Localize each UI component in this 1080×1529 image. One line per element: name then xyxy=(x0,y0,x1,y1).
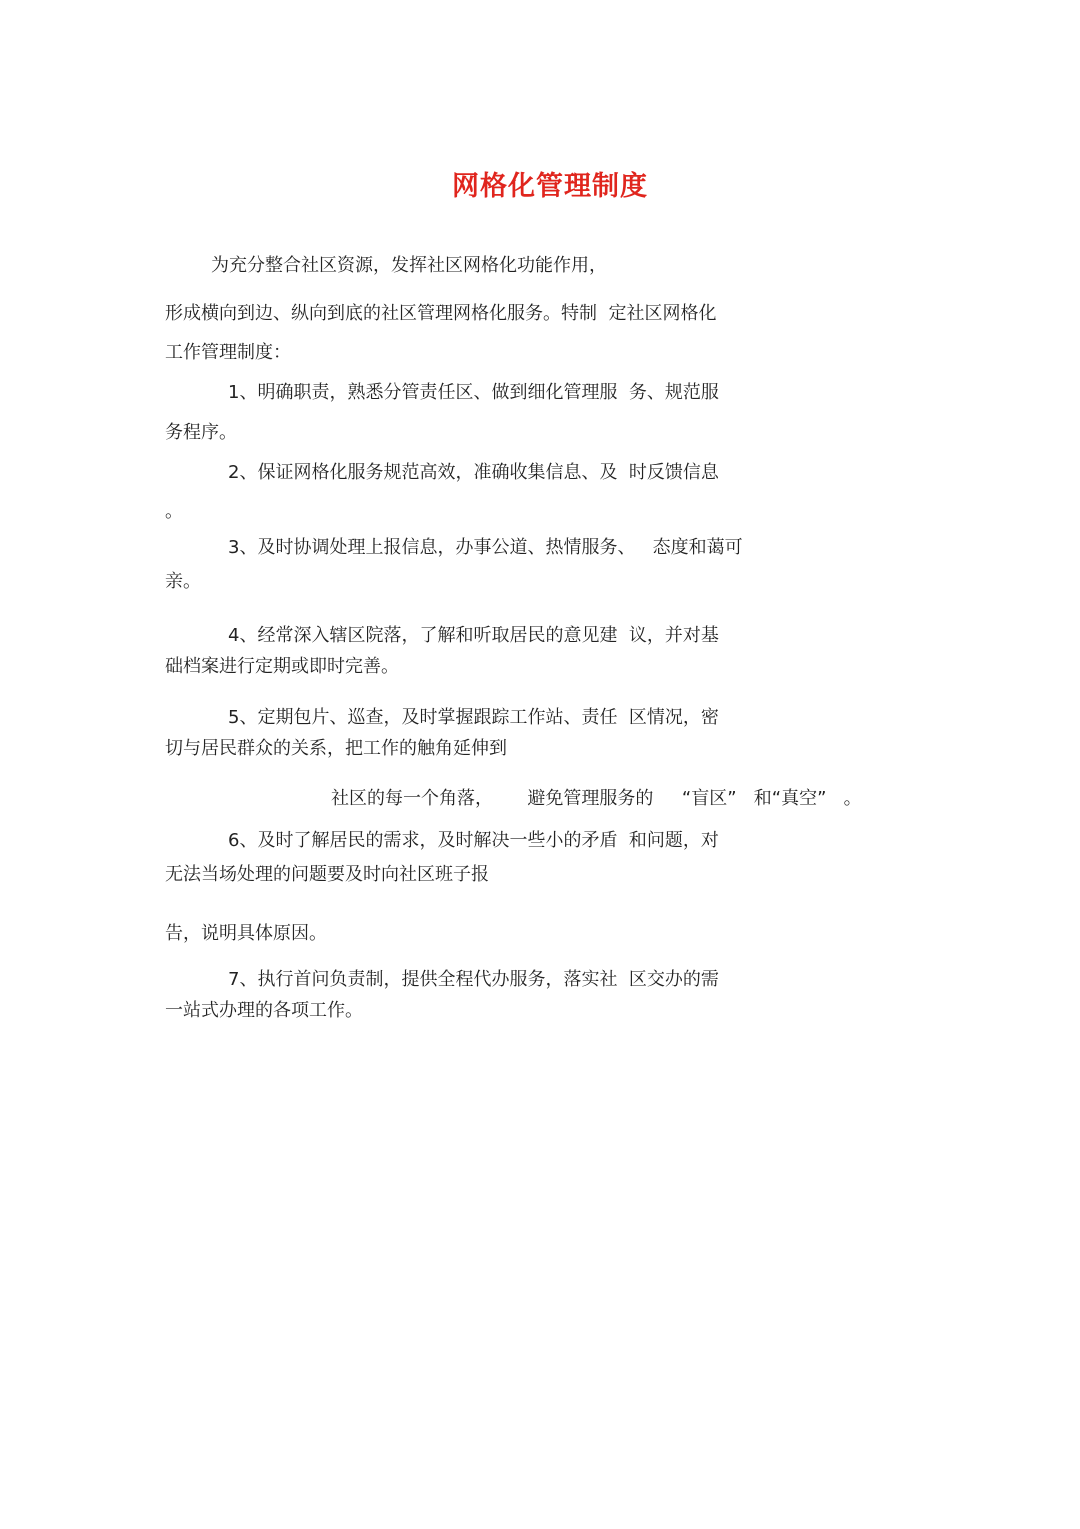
paragraph-line: 为充分整合社区资源，发挥社区网格化功能作用， xyxy=(211,255,607,276)
list-item-2-line: 2、保证网格化服务规范高效，准确收集信息、及 时反馈信息 xyxy=(228,462,719,483)
list-item-2-line: 。 xyxy=(165,501,183,522)
list-item-5-line: 社区的每一个角落， 避免管理服务的 “盲区” 和“真空” 。 xyxy=(331,788,862,809)
list-item-6-line: 告，说明具体原因。 xyxy=(165,923,327,944)
list-item-6-line: 无法当场处理的问题要及时向社区班子报 xyxy=(165,864,489,885)
list-item-7-line: 一站式办理的各项工作。 xyxy=(165,1000,363,1021)
list-item-6-line: 6、及时了解居民的需求，及时解决一些小的矛盾 和问题，对 xyxy=(228,830,719,851)
paragraph-line: 工作管理制度： xyxy=(165,342,291,363)
list-item-5-line: 5、定期包片、巡查，及时掌握跟踪工作站、责任 区情况，密 xyxy=(228,707,719,728)
list-item-5-line: 切与居民群众的关系，把工作的触角延伸到 xyxy=(165,738,507,759)
list-item-4-line: 础档案进行定期或即时完善。 xyxy=(165,656,399,677)
list-item-1-line: 务程序。 xyxy=(165,422,237,443)
list-item-3-line: 亲。 xyxy=(165,571,201,592)
list-item-7-line: 7、执行首问负责制，提供全程代办服务，落实社 区交办的需 xyxy=(228,969,719,990)
list-item-1-line: 1、明确职责，熟悉分管责任区、做到细化管理服 务、规范服 xyxy=(228,382,719,403)
document-title: 网格化管理制度 xyxy=(452,171,648,202)
paragraph-line: 形成横向到边、纵向到底的社区管理网格化服务。特制 定社区网格化 xyxy=(165,303,717,324)
list-item-4-line: 4、经常深入辖区院落，了解和听取居民的意见建 议，并对基 xyxy=(228,625,719,646)
list-item-3-line: 3、及时协调处理上报信息，办事公道、热情服务、 态度和蔼可 xyxy=(228,537,743,558)
